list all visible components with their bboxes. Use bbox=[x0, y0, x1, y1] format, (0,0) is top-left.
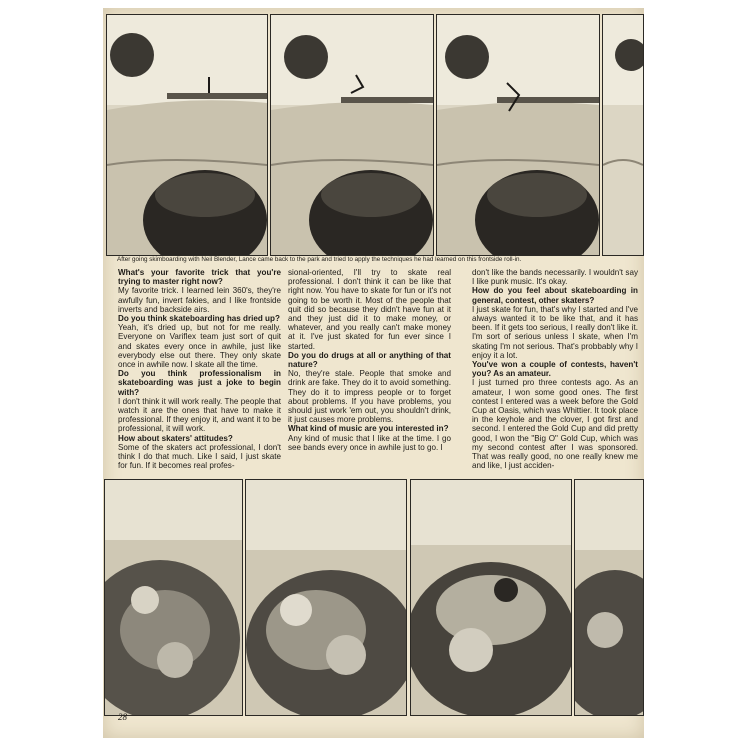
interview-answer: I just skate for fun, that's why I started and I've always wanted it to be like that, and it has been. If it gets too serious, I really don't like it. I'm sort of serious unless I skate, when I'm skating I'm not serious. That's probbably why I enjoy it a lot. bbox=[472, 304, 638, 360]
interview-answer: Any kind of music that I like at the time. I go see bands every once in awhile just to go. I bbox=[288, 433, 451, 452]
photo-caption: After going skimboarding with Neil Blender, Lance came back to the park and tried to apply the techniques he had learned on this frontside roll-in. bbox=[117, 256, 522, 263]
bottom-photo-2 bbox=[245, 479, 407, 716]
interview-question: How about skaters' attitudes? bbox=[118, 433, 233, 443]
top-photo-4 bbox=[602, 14, 644, 256]
interview-question: What kind of music are you interested in? bbox=[288, 424, 449, 434]
page-number: 28 bbox=[118, 712, 127, 722]
interview-question: What's your favorite trick that you're trying to master right now? bbox=[118, 268, 281, 287]
bottom-photo-4 bbox=[574, 479, 644, 716]
interview-question: Do you think skateboarding has dried up? bbox=[118, 314, 280, 324]
interview-answer: Some of the skaters act professional, I don't think I do that much. Like I said, I just skate for fun. If it becomes real profes- bbox=[118, 442, 281, 471]
top-photo-1 bbox=[106, 14, 268, 256]
interview-answer: No, they're stale. People that smoke and drink are fake. They do it to avoid something. They do it to impress people or to forget about problems. If you have problems, you should just work 'em out, you shouldn't drink, it just causes more problems. bbox=[288, 369, 451, 425]
top-photo-3 bbox=[436, 14, 600, 256]
text-column-2 bbox=[288, 268, 451, 476]
interview-answer: Yeah, it's dried up, but not for me really. Everyone on Variflex team just sort of quit and skates every once in awhile, just like everybody else out there. They only skate once in awhile now. I skate all the time. bbox=[118, 323, 281, 370]
interview-question: You've won a couple of contests, haven't you? As an amateur. bbox=[472, 360, 638, 379]
interview-answer: I just turned pro three contests ago. As an amateur, I won some good ones. The first contest I entered was a week before the Gold Cup at Oasis, which was Whittier. It took place in the keyhole and the clover, I got first and second. I entered the Gold Cup and did pretty good, I won the "Big O" Gold Cup, which was my second contest after I was sponsored. That was really good, no one really knew me and like, I just acciden- bbox=[472, 378, 638, 471]
interview-answer: I don't think it will work really. The people that watch it are the ones that have to make it professional. If they enjoy it, and want it to be professional, it will work. bbox=[118, 396, 281, 434]
interview-question: Do you do drugs at all or anything of that nature? bbox=[288, 350, 451, 370]
interview-answer: don't like the bands necessarily. I wouldn't say I like punk music. It's okay. bbox=[472, 268, 638, 287]
interview-question: How do you feel about skateboarding in general, contest, other skaters? bbox=[472, 286, 638, 305]
interview-question: Do you think professionalism in skateboarding was just a joke to begin with? bbox=[118, 369, 281, 397]
bottom-photo-1 bbox=[104, 479, 243, 716]
top-photo-2 bbox=[270, 14, 434, 256]
text-column-3 bbox=[472, 268, 638, 476]
bottom-photo-3 bbox=[410, 479, 572, 716]
text-column-1 bbox=[118, 268, 281, 476]
interview-answer: My favorite trick. I learned lein 360's, they're awfully fun, invert fakies, and I like frontside inverts and backside airs. bbox=[118, 286, 281, 314]
interview-answer: sional-oriented, I'll try to skate real professional. I don't think it can be like that right now. You have to skate for fun or it's not going to be worth it. Most of the people that quit did so because they didn't have fun at it and they just did it to make money, or whatever, and you really can't make money at it. I've just skated for fun ever since I started. bbox=[288, 268, 451, 351]
